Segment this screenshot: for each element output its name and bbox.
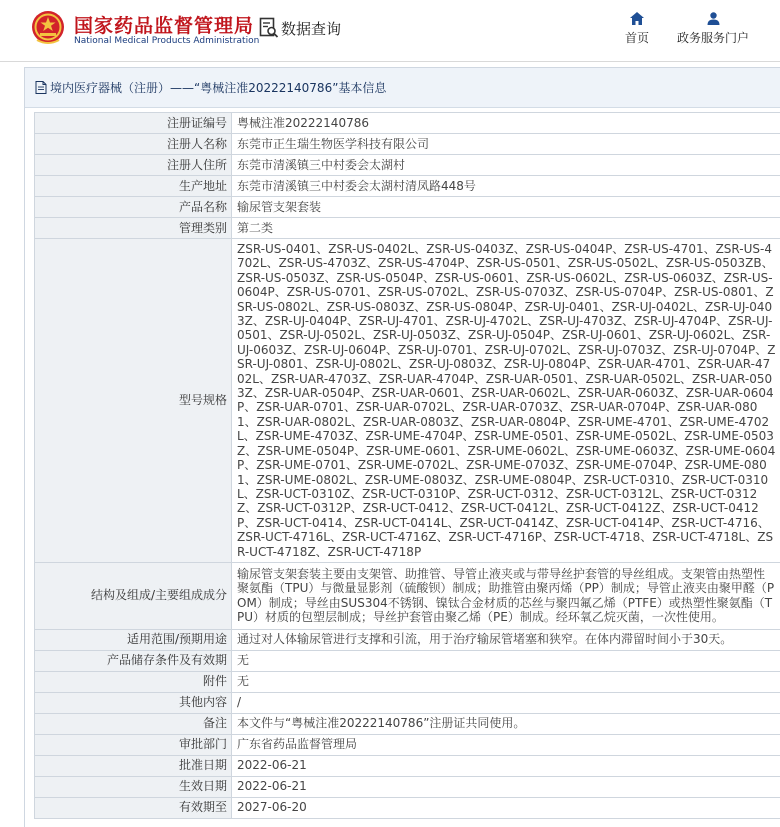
table-row bbox=[35, 650, 780, 671]
document-icon bbox=[35, 81, 47, 94]
field-value: 2027-06-20 bbox=[232, 797, 780, 818]
table-row bbox=[35, 755, 780, 776]
field-label: 注册人名称 bbox=[35, 134, 232, 155]
field-label: 型号规格 bbox=[35, 239, 232, 563]
table-row bbox=[35, 176, 780, 197]
field-label: 生效日期 bbox=[35, 776, 232, 797]
breadcrumb bbox=[25, 68, 780, 108]
table-row bbox=[35, 218, 780, 239]
field-value: 通过对人体输尿管进行支撑和引流，用于治疗输尿管堵塞和狭窄。在体内滞留时间小于30天。 bbox=[232, 629, 780, 650]
table-row bbox=[35, 776, 780, 797]
field-value: 东莞市正生瑞生物医学科技有限公司 bbox=[232, 134, 780, 155]
field-value: 输尿管支架套装主要由支架管、助推管、导管止液夹或与带导丝护套管的导丝组成。支架管由热塑性聚氨酯（TPU）与微量显影剂（硫酸钡）制成；助推管由聚丙烯（PP）制成；导管止液夹由聚甲醛（POM）制成；导丝由SUS304不锈钢、镍钛合金材质的芯丝与聚四氟乙烯（PTFE）或热塑性聚氨酯（TPU）材质的包塑层制成；导丝护套管由聚乙烯（PE）制成。经环氧乙烷灭菌，一次性使用。 bbox=[232, 562, 780, 629]
field-label: 产品名称 bbox=[35, 197, 232, 218]
field-value: / bbox=[232, 692, 780, 713]
field-value: 2022-06-21 bbox=[232, 776, 780, 797]
table-row bbox=[35, 692, 780, 713]
table-row bbox=[35, 155, 780, 176]
field-value: ZSR-US-0401、ZSR-US-0402L、ZSR-US-0403Z、ZSR-US-0404P、ZSR-US-4701、ZSR-US-4702L、ZSR-US-4703Z、ZSR-US-4704P、ZSR-US-0501、ZSR-US-0502L、ZSR-US-0503ZB、ZSR-US-0503Z、ZSR-US-0504P、ZSR-US-0601、ZSR-US-0602L、ZSR-US-0603Z、ZSR-US-0604P、ZSR-US-0701、ZSR-US-0702L、ZSR-US-0703Z、ZSR-US-0704P、ZSR-US-0801、ZSR-US-0802L、ZSR-US-0803Z、ZSR-US-0804P、ZSR-UJ-0401、ZSR-UJ-0402L、ZSR-UJ-0403Z、ZSR-UJ-0404P、ZSR-UJ-4701、ZSR-UJ-4702L、ZSR-UJ-4703Z、ZSR-UJ-4704P、ZSR-UJ-0501、ZSR-UJ-0502L、ZSR-UJ-0503Z、ZSR-UJ-0504P、ZSR-UJ-0601、ZSR-UJ-0602L、ZSR-UJ-0603Z、ZSR-UJ-0604P、ZSR-UJ-0701、ZSR-UJ-0702L、ZSR-UJ-0703Z、ZSR-UJ-0704P、ZSR-UJ-0801、ZSR-UJ-0802L、ZSR-UJ-0803Z、ZSR-UJ-0804P、ZSR-UAR-4701、ZSR-UAR-4702L、ZSR-UAR-4703Z、ZSR-UAR-4704P、ZSR-UAR-0501、ZSR-UAR-0502L、ZSR-UAR-0503Z、ZSR-UAR-0504P、ZSR-UAR-0601、ZSR-UAR-0602L、ZSR-UAR-0603Z、ZSR-UAR-0604P、ZSR-UAR-0701、ZSR-UAR-0702L、ZSR-UAR-0703Z、ZSR-UAR-0704P、ZSR-UAR-0801、ZSR-UAR-0802L、ZSR-UAR-0803Z、ZSR-UAR-0804P、ZSR-UME-4701、ZSR-UME-4702L、ZSR-UME-4703Z、ZSR-UME-4704P、ZSR-UME-0501、ZSR-UME-0502L、ZSR-UME-0503Z、ZSR-UME-0504P、ZSR-UME-0601、ZSR-UME-0602L、ZSR-UME-0603Z、ZSR-UME-0604P、ZSR-UME-0701、ZSR-UME-0702L、ZSR-UME-0703Z、ZSR-UME-0704P、ZSR-UME-0801、ZSR-UME-0802L、ZSR-UME-0803Z、ZSR-UME-0804P、ZSR-UCT-0310、ZSR-UCT-0310L、ZSR-UCT-0310Z、ZSR-UCT-0310P、ZSR-UCT-0312、ZSR-UCT-0312L、ZSR-UCT-0312Z、ZSR-UCT-0312P、ZSR-UCT-0412、ZSR-UCT-0412L、ZSR-UCT-0412Z、ZSR-UCT-0412P、ZSR-UCT-0414、ZSR-UCT-0414L、ZSR-UCT-0414Z、ZSR-UCT-0414P、ZSR-UCT-4716、ZSR-UCT-4716L、ZSR-UCT-4716Z、ZSR-UCT-4716P、ZSR-UCT-4718、ZSR-UCT-4718L、ZSR-UCT-4718Z、ZSR-UCT-4718P bbox=[232, 239, 780, 563]
home-icon bbox=[630, 12, 644, 25]
table-row bbox=[35, 113, 780, 134]
field-value: 输尿管支架套装 bbox=[232, 197, 780, 218]
field-label: 结构及组成/主要组成成分 bbox=[35, 562, 232, 629]
national-emblem-icon bbox=[31, 10, 65, 46]
nav-government-services[interactable] bbox=[673, 12, 753, 46]
site-header bbox=[0, 0, 780, 62]
breadcrumb-text: 境内医疗器械（注册）——“粤械注准20222140786”基本信息 bbox=[50, 79, 386, 96]
table-row bbox=[35, 562, 780, 629]
field-value: 东莞市清溪镇三中村委会太湖村 bbox=[232, 155, 780, 176]
field-value: 无 bbox=[232, 671, 780, 692]
field-label: 注册证编号 bbox=[35, 113, 232, 134]
table-row bbox=[35, 197, 780, 218]
nav-home-label: 首页 bbox=[625, 31, 649, 45]
nav-services-label: 政务服务门户 bbox=[677, 31, 749, 45]
field-label: 附件 bbox=[35, 671, 232, 692]
logo-chinese-title[interactable]: 国家药品监督管理局 bbox=[74, 11, 254, 38]
nav-home[interactable] bbox=[619, 12, 655, 46]
data-query-label: 数据查询 bbox=[281, 18, 341, 39]
table-row bbox=[35, 797, 780, 818]
logo-english-title[interactable]: National Medical Products Administration bbox=[74, 36, 259, 46]
user-icon bbox=[707, 12, 720, 25]
field-label: 审批部门 bbox=[35, 734, 232, 755]
table-row bbox=[35, 629, 780, 650]
data-query-link[interactable] bbox=[259, 17, 341, 39]
field-value: 本文件与“粤械注准20222140786”注册证共同使用。 bbox=[232, 713, 780, 734]
field-value: 东莞市清溪镇三中村委会太湖村清凤路448号 bbox=[232, 176, 780, 197]
field-label: 管理类别 bbox=[35, 218, 232, 239]
detail-card bbox=[24, 67, 780, 827]
field-value: 第二类 bbox=[232, 218, 780, 239]
field-value: 广东省药品监督管理局 bbox=[232, 734, 780, 755]
field-label: 适用范围/预期用途 bbox=[35, 629, 232, 650]
registration-info-table bbox=[34, 112, 780, 819]
field-label: 生产地址 bbox=[35, 176, 232, 197]
table-row bbox=[35, 671, 780, 692]
field-label: 批准日期 bbox=[35, 755, 232, 776]
field-label: 注册人住所 bbox=[35, 155, 232, 176]
table-row bbox=[35, 134, 780, 155]
table-row bbox=[35, 713, 780, 734]
field-label: 备注 bbox=[35, 713, 232, 734]
field-value: 无 bbox=[232, 650, 780, 671]
field-label: 有效期至 bbox=[35, 797, 232, 818]
field-value: 2022-06-21 bbox=[232, 755, 780, 776]
field-label: 产品储存条件及有效期 bbox=[35, 650, 232, 671]
document-search-icon bbox=[259, 17, 279, 39]
field-label: 其他内容 bbox=[35, 692, 232, 713]
field-value: 粤械注准20222140786 bbox=[232, 113, 780, 134]
table-row bbox=[35, 239, 780, 563]
table-row bbox=[35, 734, 780, 755]
